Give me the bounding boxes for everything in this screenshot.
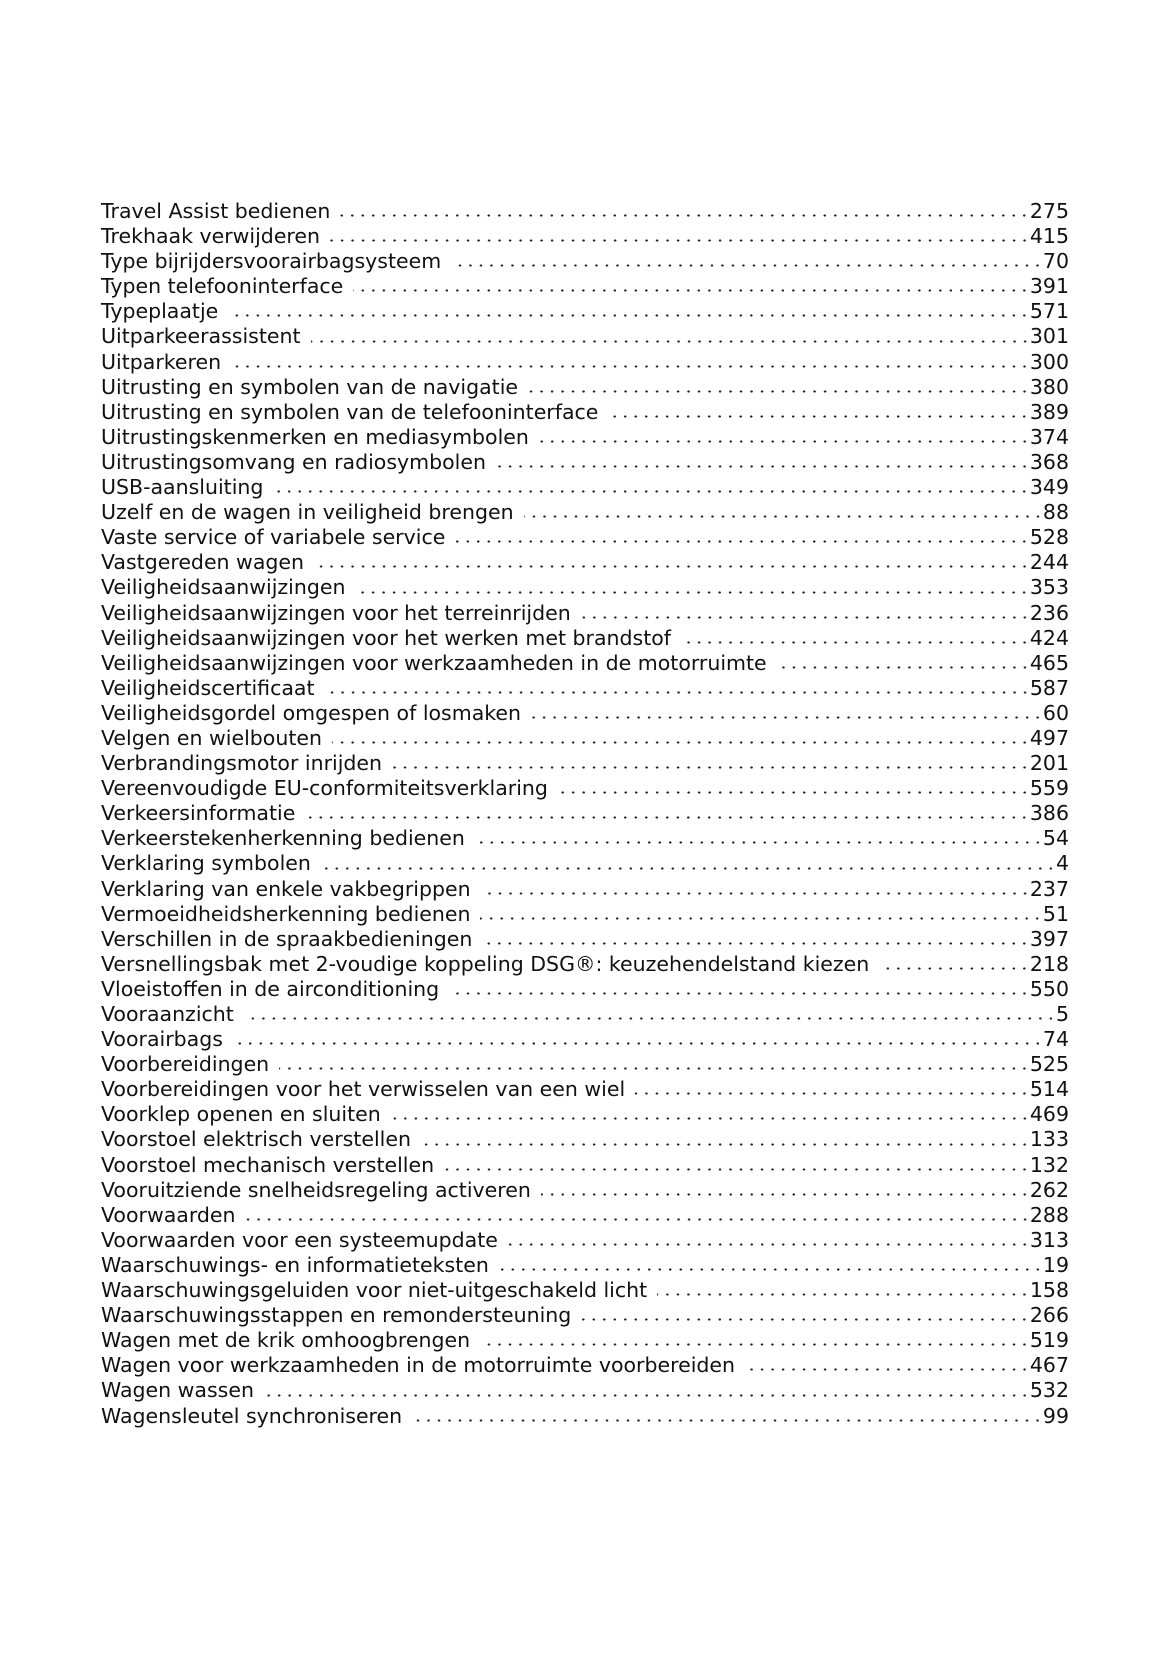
index-entry-label: Vooruitziende snelheidsregeling activeren bbox=[101, 1177, 531, 1202]
dot-leader bbox=[355, 591, 1029, 594]
index-entry-page-number: 525 bbox=[1029, 1052, 1069, 1077]
index-entry-page-number: 5 bbox=[1055, 1002, 1069, 1026]
index-entry-label: Type bijrijdersvoorairbagsysteem bbox=[101, 249, 442, 274]
dot-leader bbox=[608, 415, 1029, 418]
dot-leader bbox=[444, 1168, 1030, 1171]
dot-leader bbox=[231, 365, 1030, 368]
index-entry-label: Trekhaak verwijderen bbox=[101, 224, 321, 249]
index-entry bbox=[101, 601, 1069, 626]
index-entry bbox=[101, 550, 1069, 575]
dot-leader bbox=[279, 1067, 1030, 1070]
dot-leader bbox=[745, 1368, 1030, 1371]
index-entry-page-number: 532 bbox=[1029, 1378, 1069, 1403]
dot-leader bbox=[321, 867, 1056, 870]
index-entry-page-number: 380 bbox=[1029, 374, 1069, 399]
index-entry bbox=[101, 1303, 1069, 1328]
index-entry-label: Travel Assist bedienen bbox=[101, 199, 331, 223]
dot-leader bbox=[528, 390, 1030, 393]
index-entry-page-number: 571 bbox=[1029, 299, 1069, 324]
dot-leader bbox=[228, 314, 1030, 317]
index-entry-page-number: 60 bbox=[1042, 700, 1069, 725]
index-entry-label: Verschillen in de spraakbedieningen bbox=[101, 926, 473, 951]
index-entry-label: Wagen voor werkzaamheden in de motorruimte voorbereiden bbox=[101, 1353, 736, 1378]
index-entry-page-number: 391 bbox=[1029, 274, 1069, 299]
index-entry bbox=[101, 701, 1069, 726]
dot-leader bbox=[480, 917, 1042, 920]
index-entry bbox=[101, 475, 1069, 500]
dot-leader bbox=[449, 992, 1030, 995]
dot-leader bbox=[508, 1243, 1030, 1246]
dot-leader bbox=[475, 841, 1043, 844]
index-entry-label: Verkeerstekenherkenning bedienen bbox=[101, 826, 465, 851]
index-entry-label: Voorairbags bbox=[101, 1027, 223, 1052]
index-entry-page-number: 133 bbox=[1029, 1127, 1069, 1152]
index-entry-page-number: 353 bbox=[1029, 575, 1069, 600]
index-entry bbox=[101, 350, 1069, 375]
index-entry-label: Veiligheidsaanwijzingen bbox=[101, 575, 346, 600]
index-entry-label: Waarschuwings- en informatieteksten bbox=[101, 1252, 489, 1277]
index-entry-label: Wagen wassen bbox=[101, 1378, 254, 1403]
dot-leader bbox=[496, 465, 1030, 468]
dot-leader bbox=[558, 791, 1030, 794]
index-entry-page-number: 587 bbox=[1029, 675, 1069, 700]
index-entry bbox=[101, 324, 1069, 349]
dot-leader bbox=[340, 214, 1030, 217]
dot-leader bbox=[581, 616, 1030, 619]
index-entry bbox=[101, 751, 1069, 776]
index-entry-page-number: 374 bbox=[1029, 424, 1069, 449]
index-entry bbox=[101, 249, 1069, 274]
index-entry bbox=[101, 1178, 1069, 1203]
index-entry bbox=[101, 1002, 1069, 1027]
dot-leader bbox=[325, 691, 1030, 694]
index-entry-label: Verkeersinformatie bbox=[101, 801, 296, 826]
index-entry-label: Uzelf en de wagen in veiligheid brengen bbox=[101, 500, 514, 525]
index-entry-label: Voorstoel mechanisch verstellen bbox=[101, 1152, 435, 1177]
index-entry-page-number: 244 bbox=[1029, 550, 1069, 575]
index-entry-label: Veiligheidsaanwijzingen voor werkzaamheden in de motorruimte bbox=[101, 650, 767, 675]
index-list bbox=[101, 199, 1069, 1429]
index-entry bbox=[101, 199, 1069, 224]
index-entry bbox=[101, 1278, 1069, 1303]
index-entry-label: Waarschuwingsgeluiden voor niet-uitgeschakeld licht bbox=[101, 1278, 648, 1303]
index-entry bbox=[101, 902, 1069, 927]
index-entry-label: Wagen met de krik omhoogbrengen bbox=[101, 1328, 471, 1353]
index-entry-page-number: 559 bbox=[1029, 776, 1069, 801]
index-entry-page-number: 300 bbox=[1029, 349, 1069, 374]
index-entry-page-number: 368 bbox=[1029, 449, 1069, 474]
index-entry-page-number: 132 bbox=[1029, 1152, 1069, 1177]
index-entry-page-number: 99 bbox=[1042, 1403, 1069, 1428]
index-entry-label: Typeplaatje bbox=[101, 299, 219, 324]
index-entry-label: Verklaring van enkele vakbegrippen bbox=[101, 876, 471, 901]
index-entry-page-number: 19 bbox=[1042, 1252, 1069, 1277]
index-entry bbox=[101, 801, 1069, 826]
index-entry-page-number: 51 bbox=[1042, 901, 1069, 926]
index-entry-label: Verbrandingsmotor inrijden bbox=[101, 751, 383, 776]
index-entry bbox=[101, 651, 1069, 676]
index-entry bbox=[101, 1102, 1069, 1127]
index-entry-label: USB-aansluiting bbox=[101, 475, 264, 500]
dot-leader bbox=[539, 440, 1030, 443]
index-entry-page-number: 4 bbox=[1055, 851, 1069, 876]
index-entry bbox=[101, 1228, 1069, 1253]
index-entry-page-number: 313 bbox=[1029, 1227, 1069, 1252]
index-entry-label: Vaste service of variabele service bbox=[101, 525, 446, 550]
index-entry-label: Uitrusting en symbolen van de navigatie bbox=[101, 374, 519, 399]
index-entry-page-number: 266 bbox=[1029, 1303, 1069, 1328]
index-entry-page-number: 514 bbox=[1029, 1077, 1069, 1102]
index-entry-label: Uitrusting en symbolen van de telefooninterface bbox=[101, 399, 599, 424]
index-entry bbox=[101, 1404, 1069, 1429]
index-entry-page-number: 275 bbox=[1029, 199, 1069, 223]
index-entry-label: Verklaring symbolen bbox=[101, 851, 311, 876]
index-entry-page-number: 74 bbox=[1042, 1027, 1069, 1052]
index-entry bbox=[101, 1203, 1069, 1228]
index-entry-page-number: 301 bbox=[1029, 324, 1069, 349]
index-entry-page-number: 550 bbox=[1029, 976, 1069, 1001]
index-entry-label: Vloeistoffen in de airconditioning bbox=[101, 976, 440, 1001]
dot-leader bbox=[480, 1343, 1030, 1346]
index-entry-page-number: 218 bbox=[1029, 951, 1069, 976]
dot-leader bbox=[264, 1394, 1030, 1397]
index-entry-label: Veiligheidsaanwijzingen voor het terreinrijden bbox=[101, 600, 571, 625]
dot-leader bbox=[421, 1143, 1030, 1146]
dot-leader bbox=[879, 967, 1030, 970]
index-entry bbox=[101, 1027, 1069, 1052]
index-entry-label: Voorbereidingen bbox=[101, 1052, 270, 1077]
index-entry bbox=[101, 1127, 1069, 1152]
index-entry-label: Voorwaarden bbox=[101, 1202, 236, 1227]
index-entry-label: Vereenvoudigde EU-conformiteitsverklaring bbox=[101, 776, 548, 801]
index-entry-page-number: 469 bbox=[1029, 1102, 1069, 1127]
index-entry-page-number: 397 bbox=[1029, 926, 1069, 951]
index-entry-label: Uitrustingsomvang en radiosymbolen bbox=[101, 449, 486, 474]
index-entry-page-number: 389 bbox=[1029, 399, 1069, 424]
dot-leader bbox=[332, 741, 1030, 744]
dot-leader bbox=[541, 1193, 1030, 1196]
dot-leader bbox=[681, 641, 1030, 644]
dot-leader bbox=[581, 1318, 1030, 1321]
dot-leader bbox=[531, 716, 1043, 719]
index-entry bbox=[101, 826, 1069, 851]
index-entry-page-number: 262 bbox=[1029, 1177, 1069, 1202]
dot-leader bbox=[499, 1268, 1043, 1271]
dot-leader bbox=[353, 289, 1030, 292]
dot-leader bbox=[451, 264, 1043, 267]
index-entry bbox=[101, 525, 1069, 550]
index-entry-page-number: 349 bbox=[1029, 475, 1069, 500]
index-entry-label: Vermoeidheidsherkenning bedienen bbox=[101, 901, 471, 926]
index-entry bbox=[101, 952, 1069, 977]
index-entry-page-number: 497 bbox=[1029, 725, 1069, 750]
index-entry-page-number: 288 bbox=[1029, 1202, 1069, 1227]
dot-leader bbox=[311, 340, 1030, 343]
index-entry bbox=[101, 776, 1069, 801]
index-entry bbox=[101, 500, 1069, 525]
dot-leader bbox=[524, 515, 1043, 518]
index-entry-label: Versnellingsbak met 2-voudige koppeling DSG®: keuzehendelstand kiezen bbox=[101, 951, 870, 976]
dot-leader bbox=[392, 766, 1030, 769]
dot-leader bbox=[246, 1218, 1030, 1221]
dot-leader bbox=[482, 942, 1030, 945]
index-entry bbox=[101, 877, 1069, 902]
index-entry-label: Typen telefooninterface bbox=[101, 274, 344, 299]
index-entry-page-number: 528 bbox=[1029, 525, 1069, 550]
index-entry-label: Uitrustingskenmerken en mediasymbolen bbox=[101, 424, 529, 449]
dot-leader bbox=[412, 1419, 1043, 1422]
dot-leader bbox=[273, 490, 1029, 493]
index-entry-page-number: 158 bbox=[1029, 1278, 1069, 1303]
dot-leader bbox=[305, 816, 1030, 819]
dot-leader bbox=[244, 1017, 1056, 1020]
index-entry-label: Wagensleutel synchroniseren bbox=[101, 1403, 403, 1428]
index-entry-page-number: 467 bbox=[1029, 1353, 1069, 1378]
index-entry-label: Uitparkeerassistent bbox=[101, 324, 301, 349]
index-entry bbox=[101, 375, 1069, 400]
index-entry bbox=[101, 927, 1069, 952]
index-entry-label: Vooraanzicht bbox=[101, 1002, 234, 1026]
dot-leader bbox=[481, 892, 1030, 895]
index-entry bbox=[101, 1052, 1069, 1077]
index-entry-page-number: 386 bbox=[1029, 801, 1069, 826]
dot-leader bbox=[233, 1042, 1043, 1045]
index-entry bbox=[101, 851, 1069, 876]
index-entry-label: Vastgereden wagen bbox=[101, 550, 305, 575]
index-entry bbox=[101, 1353, 1069, 1378]
index-entry-label: Voorstoel elektrisch verstellen bbox=[101, 1127, 411, 1152]
index-entry bbox=[101, 626, 1069, 651]
dot-leader bbox=[391, 1117, 1030, 1120]
index-entry bbox=[101, 274, 1069, 299]
dot-leader bbox=[657, 1293, 1030, 1296]
dot-leader bbox=[455, 540, 1030, 543]
index-entry bbox=[101, 1153, 1069, 1178]
index-entry bbox=[101, 1253, 1069, 1278]
index-entry-page-number: 415 bbox=[1029, 224, 1069, 249]
index-entry bbox=[101, 224, 1069, 249]
index-entry-page-number: 519 bbox=[1029, 1328, 1069, 1353]
index-entry-page-number: 465 bbox=[1029, 650, 1069, 675]
index-entry bbox=[101, 299, 1069, 324]
index-entry-page-number: 236 bbox=[1029, 600, 1069, 625]
dot-leader bbox=[635, 1092, 1030, 1095]
dot-leader bbox=[314, 565, 1030, 568]
index-entry bbox=[101, 726, 1069, 751]
index-entry-label: Waarschuwingsstappen en remondersteuning bbox=[101, 1303, 572, 1328]
index-entry-label: Voorklep openen en sluiten bbox=[101, 1102, 381, 1127]
index-entry bbox=[101, 450, 1069, 475]
index-entry-label: Veiligheidscertificaat bbox=[101, 675, 315, 700]
index-entry bbox=[101, 977, 1069, 1002]
index-entry-page-number: 54 bbox=[1042, 826, 1069, 851]
index-entry-page-number: 70 bbox=[1042, 249, 1069, 274]
index-entry-label: Voorbereidingen voor het verwisselen van een wiel bbox=[101, 1077, 626, 1102]
index-entry bbox=[101, 1328, 1069, 1353]
dot-leader bbox=[330, 239, 1030, 242]
index-entry-label: Velgen en wielbouten bbox=[101, 725, 322, 750]
index-entry bbox=[101, 425, 1069, 450]
index-entry bbox=[101, 575, 1069, 600]
index-entry-label: Veiligheidsaanwijzingen voor het werken met brandstof bbox=[101, 625, 672, 650]
index-entry-page-number: 424 bbox=[1029, 625, 1069, 650]
index-entry-page-number: 201 bbox=[1029, 751, 1069, 776]
index-entry bbox=[101, 1077, 1069, 1102]
index-entry-page-number: 237 bbox=[1029, 876, 1069, 901]
index-entry bbox=[101, 676, 1069, 701]
index-entry bbox=[101, 400, 1069, 425]
index-entry-label: Veiligheidsgordel omgespen of losmaken bbox=[101, 700, 522, 725]
index-entry-page-number: 88 bbox=[1042, 500, 1069, 525]
index-entry-label: Voorwaarden voor een systeemupdate bbox=[101, 1227, 498, 1252]
dot-leader bbox=[777, 666, 1030, 669]
index-entry bbox=[101, 1378, 1069, 1403]
index-entry-label: Uitparkeren bbox=[101, 349, 222, 374]
